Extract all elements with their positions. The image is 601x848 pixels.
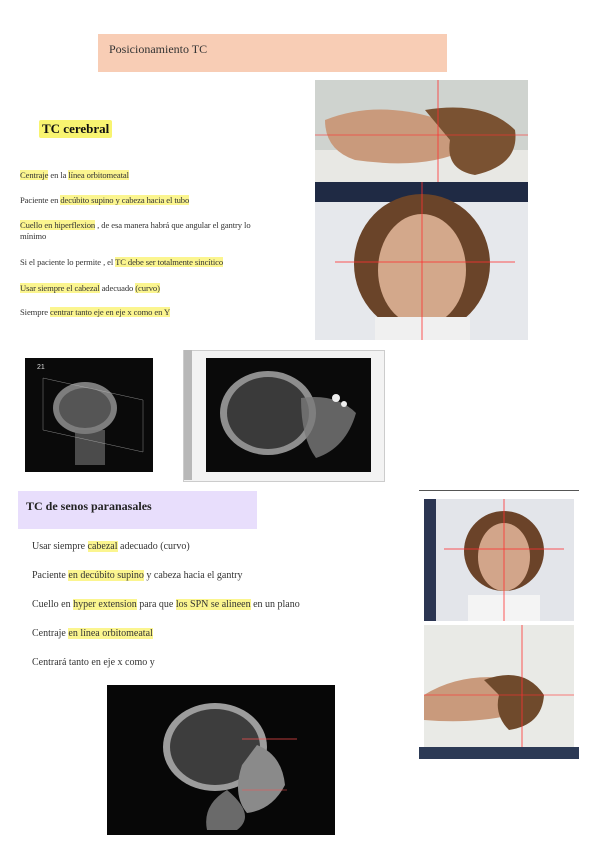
list-item: Si el paciente lo permite , el TC debe ser totalmente sincítico	[20, 257, 224, 267]
list-item: Usar siempre el cabezal adecuado (curvo)	[20, 283, 160, 293]
section-heading-senos: TC de senos paranasales	[26, 499, 152, 513]
list-item: Centraje en línea orbitomeatal	[32, 628, 153, 639]
patient-front-photo-2	[424, 499, 574, 621]
list-item: Siempre centrar tanto eje en eje x como en Y	[20, 307, 171, 317]
skull-paranasal-illustration	[107, 685, 335, 835]
xray-label: 21	[37, 364, 45, 371]
list-item: Centraje en la línea orbitomeatal	[20, 170, 129, 180]
patient-side-photo	[315, 80, 528, 182]
patient-front-illustration-2	[424, 499, 574, 621]
frame-top-rule	[419, 490, 579, 491]
patient-side-illustration-2	[424, 625, 574, 747]
list-item-continuation: mínimo	[20, 231, 47, 241]
list-item: Centrará tanto en eje x como y	[32, 657, 155, 668]
patient-side-photo-2	[424, 625, 574, 747]
list-item: Paciente en decúbito supino y cabeza hacia el gantry	[32, 570, 243, 581]
xray-paranasal-image	[107, 685, 335, 835]
skull-scout-illustration	[25, 358, 153, 472]
frame-bottom-bar	[419, 747, 579, 759]
xray-scout-image	[25, 358, 153, 472]
list-item: Cuello en hiperflexion , de esa manera habrá que angular el gantry lo	[20, 220, 251, 230]
patient-side-illustration	[315, 80, 528, 182]
list-item: Cuello en hyper extension para que los SPN se alineen en un plano	[32, 599, 300, 610]
list-item: Usar siempre cabezal adecuado (curvo)	[32, 541, 190, 552]
patient-front-illustration	[315, 182, 528, 340]
skull-lateral-illustration	[206, 358, 371, 472]
list-item: Paciente en decúbito supino y cabeza hacia el tubo	[20, 195, 190, 205]
divider	[184, 350, 192, 480]
section-heading-box	[18, 491, 257, 529]
xray-lateral-image	[206, 358, 371, 472]
section-heading-cerebral: TC cerebral	[39, 120, 112, 138]
page-title: Posicionamiento TC	[109, 42, 208, 56]
title-box	[98, 34, 447, 72]
patient-front-photo	[315, 182, 528, 340]
